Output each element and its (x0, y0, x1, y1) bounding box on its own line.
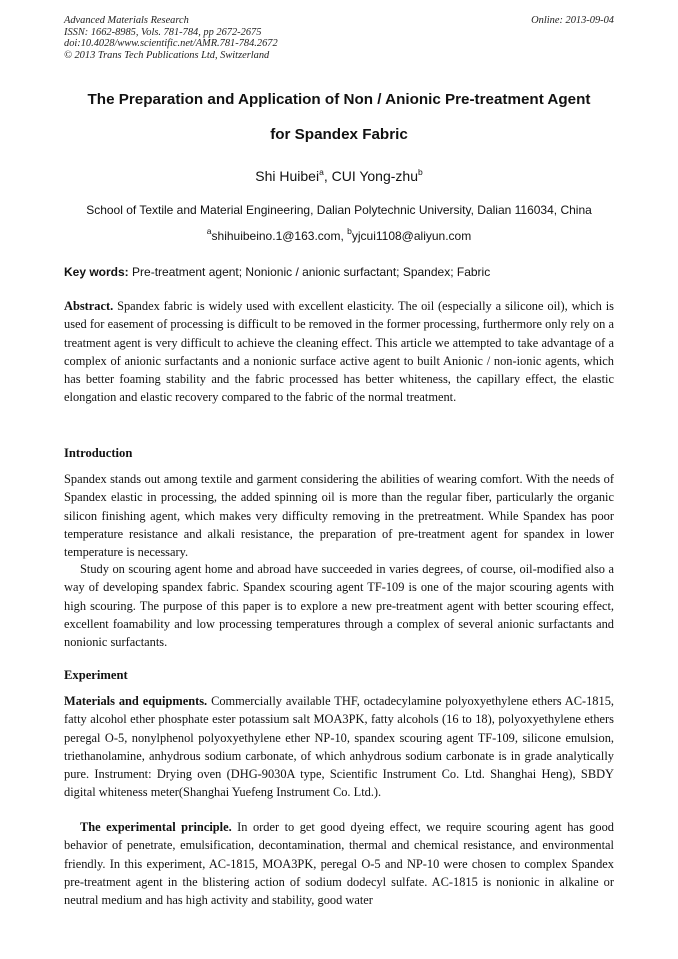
introduction-heading: Introduction (64, 446, 133, 460)
principle-label: The experimental principle. (80, 820, 232, 834)
author-2-sup: b (418, 167, 423, 177)
keywords (64, 265, 490, 279)
materials-label: Materials and equipments. (64, 694, 208, 708)
email-2-sup: b (347, 226, 352, 236)
author-separator: , (323, 168, 332, 184)
abstract-text: Spandex fabric is widely used with excellent elasticity. The oil (especially a silicone oil), which is used for easement of processing is difficult to be removed in the former processing, furthermore only rely on a treatment agent is very difficult to achieve the cleaning effect. This article we attempted to take advantage of a complex of anionic surfactants and a nonionic surface active agent to built Anionic / non-ionic agents, which has better foaming stability and the fabric processed has better whiteness, the capillary effect, the elastic elongation and elastic recovery compared to the fabric of the normal treatment. (64, 299, 614, 405)
author-1-sup: a (319, 167, 324, 177)
doi-line: doi:10.4028/www.scientific.net/AMR.781-784.2672 (64, 38, 278, 50)
materials-paragraph (64, 692, 614, 802)
abstract (64, 297, 614, 407)
paper-title-line-1: The Preparation and Application of Non / Anionic Pre-treatment Agent (87, 91, 591, 108)
introduction-paragraph-1: Spandex stands out among textile and garment considering the abilities of wearing comfort. With the needs of Spandex elastic in processing, the added spinning oil is more than the regular fiber, particularly the organic silicon finishing agent, which makes very difficulty removing in the pretreatment. While Spandex has poor temperature resistance and alkali resistance, the preparation of pre-treatment agent for spandex in lower temperature is necessary. (64, 472, 614, 560)
copyright-line: © 2013 Trans Tech Publications Ltd, Switzerland (64, 49, 270, 61)
journal-header (64, 15, 278, 61)
keywords-label: Key words: (64, 265, 129, 279)
principle-text: In order to get good dyeing effect, we require scouring agent has good behavior of penetrate, emulsification, decontamination, thermal and chemical resistance, and environmental friendly. In this experiment, AC-1815, MOA3PK, peregal O-5 and NP-10 were chosen to complex Spandex pre-treatment agent in the blistering action of sodium dodecyl sulfate. AC-1815 is nonionic in alkaline or neutral medium and has high activity and stability, good water (64, 820, 614, 908)
author-1: Shi Huibei (255, 168, 320, 184)
keywords-text: Pre-treatment agent; Nonionic / anionic surfactant; Spandex; Fabric (128, 265, 491, 279)
introduction-paragraph-2: Study on scouring agent home and abroad have succeeded in varies degrees, of course, oil-modified also a way of developing spandex fabric. Spandex scouring agent TF-109 is one of the major scouring agents with high scouring. The purpose of this paper is to explore a new pre-treatment agent with better scouring effect, excellent foamability and low processing temperatures through a complex of several anionic surfactants and nonionic surfactants. (64, 562, 614, 650)
abstract-label: Abstract. (64, 299, 114, 313)
email-2: yjcui1108@aliyun.com (351, 229, 472, 243)
email-1-sup: a (206, 226, 212, 236)
email-1: shihuibeino.1@163.com (211, 229, 341, 243)
email-list (0, 226, 678, 243)
experiment-heading: Experiment (64, 668, 128, 682)
online-date: Online: 2013-09-04 (531, 15, 614, 26)
affiliation: School of Textile and Material Engineering, Dalian Polytechnic University, Dalian 116034, China (86, 203, 592, 217)
email-separator: , (340, 229, 348, 243)
materials-text: Commercially available THF, octadecylamine polyoxyethylene ethers AC-1815, fatty alcohol ether phosphate ester potassium salt MOA3PK, fatty alcohols (16 to 18), polyoxyethylene ethers peregal O-5, nonylphenol polyoxyethylene ether NP-10, spandex scouring agent TF-109, silicone emulsion, triethanolamine, anhydrous sodium carbonate, of which anhydrous sodium carbonate is in grade analytically pure. Instrument: Drying oven (DHG-9030A type, Scientific Instrument Co. Ltd. Shanghai Heng), SBDY digital whiteness meter(Shanghai Yuefeng Instrument Co. Ltd.). (64, 694, 614, 800)
issn-line: ISSN: 1662-8985, Vols. 781-784, pp 2672-2675 (64, 26, 262, 38)
author-2: CUI Yong-zhu (331, 168, 418, 184)
journal-name: Advanced Materials Research (64, 15, 189, 26)
principle-paragraph (64, 818, 614, 909)
author-list (0, 168, 678, 184)
paper-title-line-2: for Spandex Fabric (270, 126, 408, 143)
